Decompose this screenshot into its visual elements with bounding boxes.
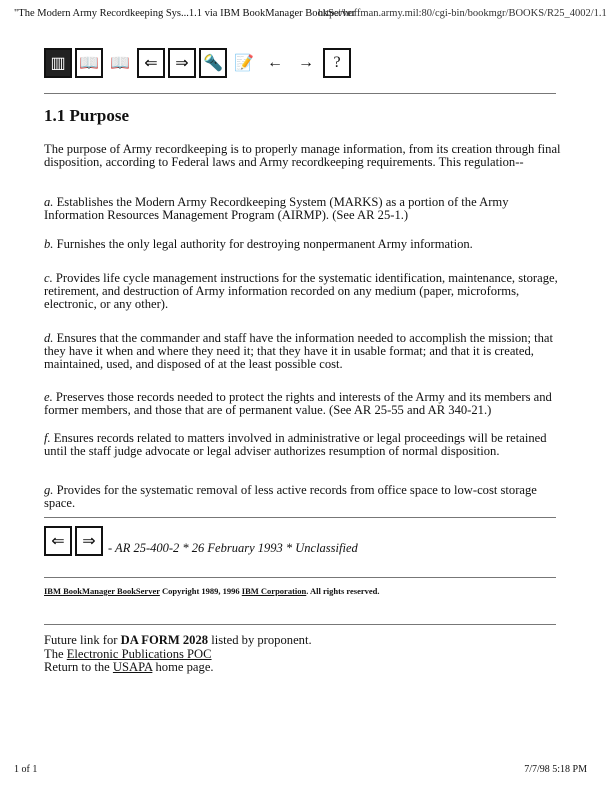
paragraph-text: Establishes the Modern Army Recordkeeping System (MARKS) as a portion of the Army Information Resources Management Program (AIRMP). (See AR 25-1.) (44, 195, 509, 222)
print-header-title: "The Modern Army Recordkeeping Sys...1.1 via IBM BookManager BookServer (14, 8, 356, 19)
previous-topic-icon: ⇐ (51, 533, 65, 550)
paragraph-text: Ensures that the commander and staff have the information needed to accomplish the mission; that they have it when and where they need it; that they have it in usable format; and that it is created, maintained, used, and disposed of at the least possible cost. (44, 331, 553, 371)
paragraph-letter: g. (44, 483, 54, 497)
paragraph-text: Provides for the systematic removal of less active records from office space to low-cost storage space. (44, 483, 537, 510)
paragraph-letter: c. (44, 271, 53, 285)
paragraph-letter: e. (44, 390, 53, 404)
previous-topic-button[interactable] (137, 48, 165, 78)
divider (44, 93, 556, 94)
search-results-icon: 📝 (234, 55, 254, 72)
paragraph (44, 238, 564, 251)
previous-topic-icon: ⇐ (144, 55, 158, 72)
paragraph-letter: d. (44, 331, 54, 345)
copyright-end: . All rights reserved. (306, 586, 380, 596)
paragraph (44, 332, 564, 371)
index-button[interactable] (106, 48, 134, 78)
paragraph-letter: b. (44, 237, 54, 251)
paragraph (44, 143, 564, 169)
bookserver-link[interactable]: IBM BookManager BookServer (44, 586, 160, 596)
help-icon: ? (333, 54, 341, 71)
paragraph-letter: f. (44, 431, 51, 445)
search-results-button[interactable] (230, 48, 258, 78)
electronic-publications-poc-link[interactable]: Electronic Publications POC (66, 646, 212, 661)
footer-links (44, 634, 312, 675)
return-text-end: home page. (152, 660, 214, 674)
next-hit-icon: → (298, 54, 314, 71)
poc-text: The (44, 646, 67, 661)
next-hit-button[interactable] (292, 48, 320, 78)
bottom-navigation (44, 526, 358, 556)
previous-hit-icon: ← (267, 54, 283, 71)
paragraph-text: Furnishes the only legal authority for destroying nonpermanent Army information. (53, 237, 473, 251)
future-link-text-end: listed by proponent. (208, 633, 312, 647)
ibm-link[interactable]: IBM Corporation (241, 586, 307, 596)
next-topic-icon: ⇒ (175, 55, 189, 72)
search-icon: 🔦 (203, 55, 223, 72)
paragraph (44, 391, 564, 417)
paragraph-letter: a. (44, 195, 54, 209)
paragraph (44, 432, 564, 458)
print-datetime: 7/7/98 5:18 PM (524, 764, 587, 775)
page-number: 1 of 1 (14, 764, 38, 775)
paragraph-text: The purpose of Army recordkeeping is to properly manage information, from its creation through final disposition, according to Federal laws and Army recordkeeping requirements. This regulation-- (44, 142, 561, 169)
help-button[interactable] (323, 48, 351, 78)
copyright-text: Copyright 1989, 1996 (159, 586, 242, 596)
contents-icon: 📖 (79, 55, 99, 72)
copyright-notice (44, 586, 380, 596)
return-text: Return to the (44, 660, 113, 674)
paragraph (44, 196, 564, 222)
bookmanager-toolbar (44, 48, 351, 78)
usapa-home-link[interactable]: USAPA (112, 660, 153, 674)
form-name: DA FORM 2028 (120, 633, 209, 647)
previous-topic-button[interactable] (44, 526, 72, 556)
paragraph-text: Ensures records related to matters involved in administrative or legal proceedings will be retained until the staff judge advocate or legal adviser authorizes resumption of normal disposition. (44, 431, 547, 458)
bookshelf-button[interactable] (44, 48, 72, 78)
bookshelf-icon: ▥ (50, 55, 66, 72)
index-icon: 📖 (110, 55, 130, 72)
divider (44, 624, 556, 625)
paragraph (44, 272, 564, 311)
future-link-text: Future link for (44, 633, 121, 647)
paragraph (44, 484, 564, 510)
next-topic-button[interactable] (75, 526, 103, 556)
paragraph-text: Preserves those records needed to protect the rights and interests of the Army and its members and former members, and those that are of permanent value. (See AR 25-55 and AR 340-21.) (44, 390, 552, 417)
previous-hit-button[interactable] (261, 48, 289, 78)
divider (44, 577, 556, 578)
next-topic-icon: ⇒ (82, 533, 96, 550)
contents-button[interactable] (75, 48, 103, 78)
page-title: 1.1 Purpose (44, 106, 129, 125)
paragraph-text: Provides life cycle management instructions for the systematic identification, maintenance, storage, retirement, and destruction of Army information recorded on any medium (paper, microforms, electronic, or any other). (44, 271, 558, 311)
print-header (14, 8, 607, 19)
document-meta: - AR 25-400-2 * 26 February 1993 * Unclassified (108, 541, 358, 555)
search-button[interactable] (199, 48, 227, 78)
divider (44, 517, 556, 518)
print-header-url: http://hoffman.army.mil:80/cgi-bin/bookmgr/BOOKS/R25_4002/1.1 (318, 8, 607, 19)
next-topic-button[interactable] (168, 48, 196, 78)
